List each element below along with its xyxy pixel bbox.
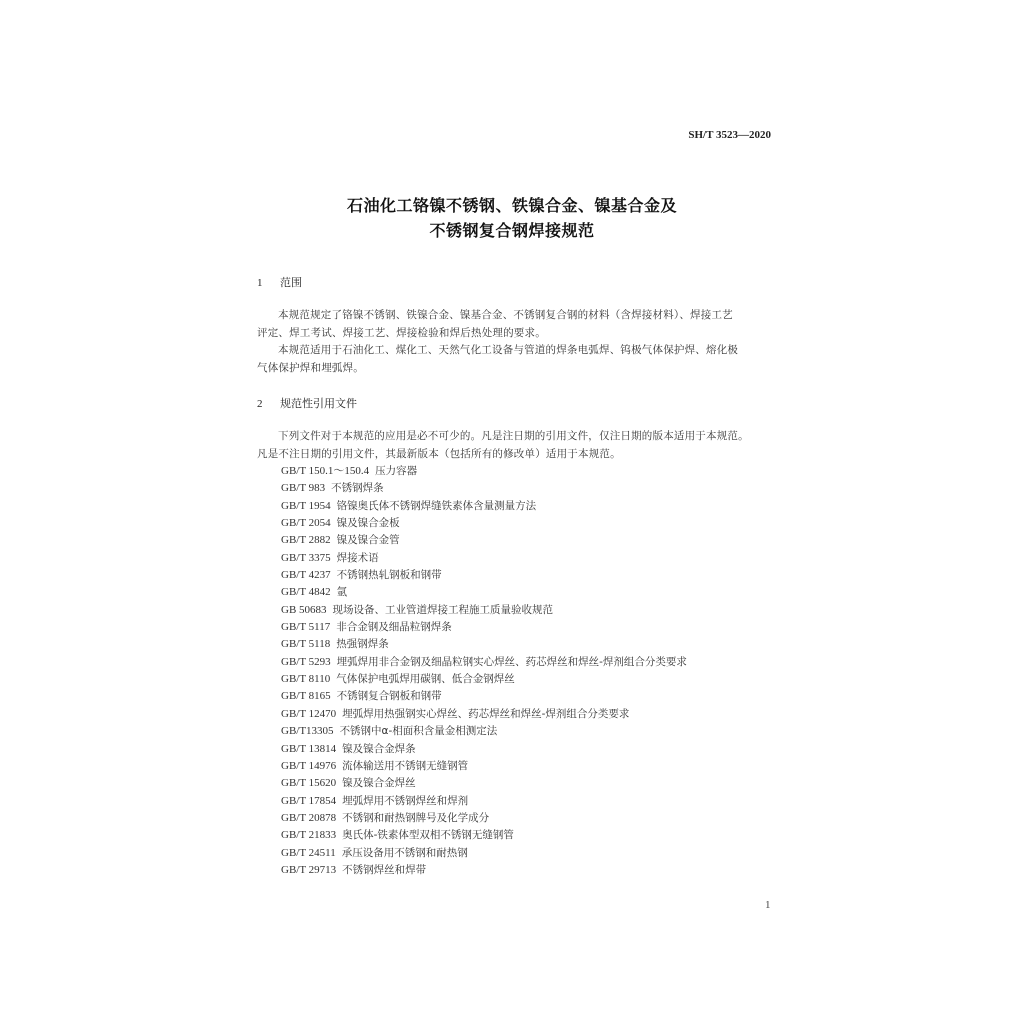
reference-code: GB 50683 [281, 603, 327, 616]
reference-item [281, 706, 687, 723]
reference-item [281, 550, 687, 567]
reference-item [281, 584, 687, 601]
reference-title: 镍及镍合金焊条 [342, 742, 416, 755]
reference-title: 非合金钢及细晶粒钢焊条 [336, 621, 452, 634]
paragraph-line: 下列文件对于本规范的应用是必不可少的。凡是注日期的引用文件，仅注日期的版本适用于本规范。 [278, 430, 749, 442]
standard-code: SH/T 3523—2020 [688, 129, 771, 141]
reference-code: GB/T 12470 [281, 707, 337, 720]
reference-code: GB/T 5293 [281, 655, 331, 668]
reference-item [281, 480, 687, 497]
reference-title: 氩 [336, 586, 348, 599]
reference-code: GB/T 4237 [281, 569, 331, 582]
reference-title: 承压设备用不锈钢和耐热钢 [341, 846, 468, 859]
section-number: 2 [257, 398, 263, 410]
reference-item [281, 845, 687, 862]
section-1-body [257, 307, 772, 377]
reference-item [281, 567, 687, 584]
reference-item [281, 862, 687, 879]
reference-title: 镍及镍合金管 [336, 534, 400, 547]
reference-code: GB/T 14976 [281, 759, 337, 772]
section-2-intro [257, 428, 772, 463]
reference-code: GB/T 21833 [281, 829, 337, 842]
reference-code: GB/T 150.1～150.4 [281, 465, 370, 477]
reference-code: GB/T 17854 [281, 794, 337, 807]
reference-code: GB/T 8110 [281, 673, 331, 686]
reference-code: GB/T 5118 [281, 638, 331, 651]
reference-code: GB/T 29713 [281, 863, 337, 876]
reference-item [281, 515, 687, 532]
reference-code: GB/T 24511 [281, 846, 336, 859]
reference-title: 不锈钢焊条 [331, 482, 384, 495]
section-1-heading [257, 274, 302, 290]
reference-title: 不锈钢焊丝和焊带 [342, 863, 427, 876]
document-title-line-1: 石油化工铬镍不锈钢、铁镍合金、镍基合金及 [346, 196, 677, 215]
reference-item [281, 636, 687, 653]
reference-code: GB/T 1954 [281, 499, 331, 512]
reference-item [281, 498, 687, 515]
reference-title: 不锈钢热轧钢板和钢带 [336, 569, 442, 582]
reference-title: 流体输送用不锈钢无缝钢管 [342, 759, 469, 772]
reference-title: 镍及镍合金板 [336, 517, 400, 530]
reference-code: GB/T 983 [281, 482, 326, 495]
reference-title: 焊接术语 [336, 551, 379, 564]
reference-item [281, 741, 687, 758]
section-title: 规范性引用文件 [280, 397, 357, 410]
reference-item [281, 827, 687, 844]
reference-code: GB/T13305 [281, 725, 334, 738]
reference-item [281, 793, 687, 810]
reference-title: 埋弧焊用不锈钢焊丝和焊剂 [342, 794, 469, 807]
reference-item [281, 654, 687, 671]
reference-title: 不锈钢和耐热钢牌号及化学成分 [342, 811, 490, 824]
reference-code: GB/T 4842 [281, 586, 331, 599]
reference-title: 压力容器 [375, 465, 418, 477]
reference-item [281, 602, 687, 619]
reference-code: GB/T 20878 [281, 811, 337, 824]
page-number: 1 [765, 899, 771, 911]
reference-title: 奥氏体-铁素体型双相不锈钢无缝钢管 [342, 829, 514, 842]
reference-item [281, 671, 687, 688]
reference-title: 镍及镍合金焊丝 [342, 777, 416, 790]
normative-reference-list [281, 463, 687, 879]
reference-title: 铬镍奥氏体不锈钢焊缝铁素体含量测量方法 [336, 499, 537, 512]
reference-item [281, 723, 687, 740]
section-title: 范围 [280, 276, 302, 289]
reference-item [281, 463, 687, 480]
paragraph-line: 评定、焊工考试、焊接工艺、焊接检验和焊后热处理的要求。 [257, 326, 546, 339]
reference-item [281, 810, 687, 827]
paragraph-line: 气体保护焊和埋弧焊。 [257, 361, 364, 374]
reference-title: 不锈钢复合钢板和钢带 [336, 690, 442, 703]
paragraph-line: 本规范适用于石油化工、煤化工、天然气化工设备与管道的焊条电弧焊、钨极气体保护焊、熔化极 [278, 344, 739, 356]
reference-title: 埋弧焊用非合金钢及细晶粒钢实心焊丝、药芯焊丝和焊丝-焊剂组合分类要求 [336, 655, 687, 668]
reference-item [281, 758, 687, 775]
reference-code: GB/T 13814 [281, 742, 337, 755]
reference-title: 气体保护电弧焊用碳钢、低合金钢焊丝 [336, 673, 515, 686]
reference-code: GB/T 5117 [281, 621, 331, 634]
reference-code: GB/T 2882 [281, 534, 331, 547]
paragraph-line: 凡是不注日期的引用文件，其最新版本（包括所有的修改单）适用于本规范。 [257, 447, 621, 460]
reference-title: 不锈钢中α-相面积含量金相测定法 [339, 725, 498, 738]
paragraph-line: 本规范规定了铬镍不锈钢、铁镍合金、镍基合金、不锈钢复合钢的材料（含焊接材料）、焊接工艺 [278, 309, 733, 321]
reference-item [281, 775, 687, 792]
reference-title: 现场设备、工业管道焊接工程施工质量验收规范 [332, 603, 554, 616]
reference-item [281, 532, 687, 549]
reference-code: GB/T 2054 [281, 517, 331, 530]
reference-code: GB/T 3375 [281, 551, 331, 564]
reference-title: 热强钢焊条 [336, 638, 389, 651]
reference-title: 埋弧焊用热强钢实心焊丝、药芯焊丝和焊丝-焊剂组合分类要求 [342, 707, 630, 720]
reference-item [281, 688, 687, 705]
document-title-line-2: 不锈钢复合钢焊接规范 [429, 221, 595, 240]
reference-code: GB/T 8165 [281, 690, 331, 703]
section-number: 1 [257, 277, 263, 289]
reference-item [281, 619, 687, 636]
reference-code: GB/T 15620 [281, 777, 337, 790]
section-2-heading [257, 395, 357, 411]
